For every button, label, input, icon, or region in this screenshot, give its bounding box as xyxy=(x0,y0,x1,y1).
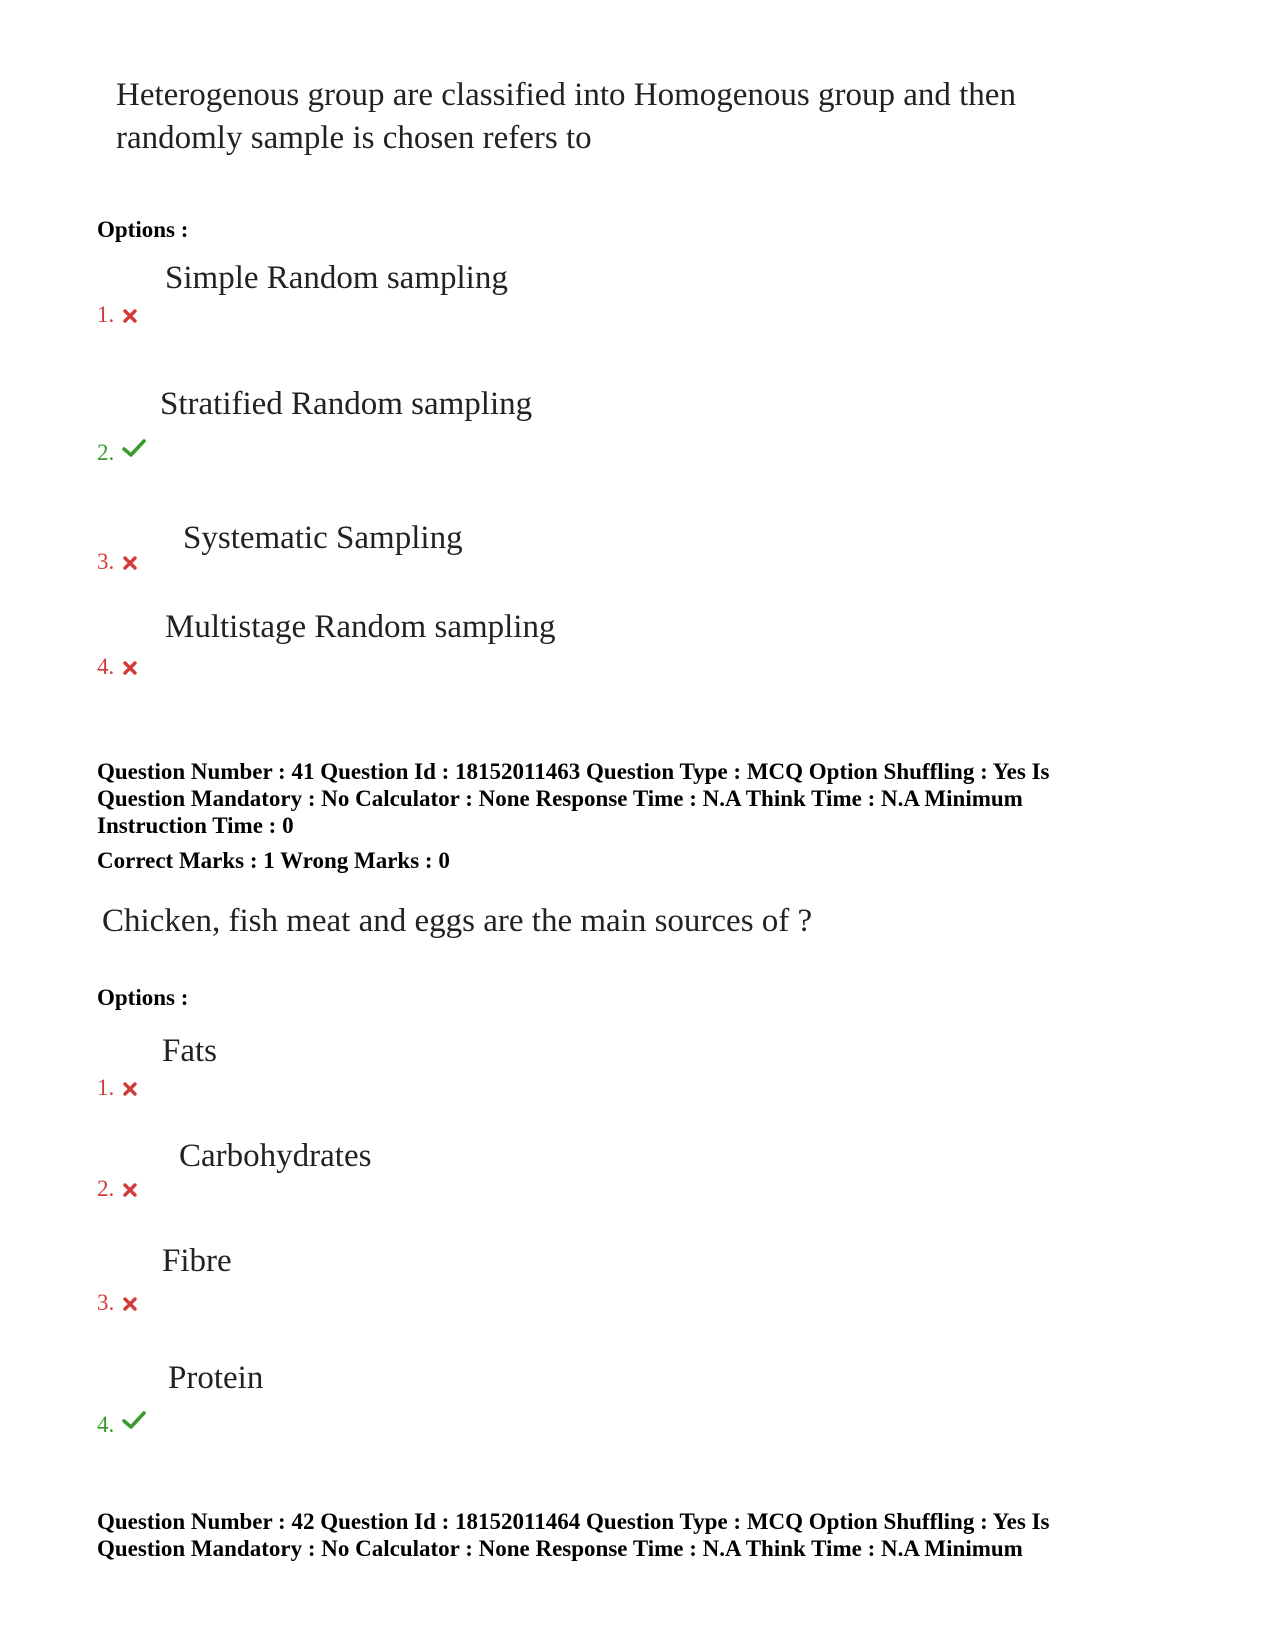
question-text xyxy=(116,74,1016,160)
cross-icon xyxy=(122,1077,138,1103)
check-icon xyxy=(122,438,146,464)
option-text-3: Systematic Sampling xyxy=(183,520,463,556)
question-text-line-1: Heterogenous group are classified into Homogenous group and then xyxy=(116,77,1016,113)
marks-info: Correct Marks : 1 Wrong Marks : 0 xyxy=(97,848,450,873)
option-number-2 xyxy=(97,438,146,466)
cross-icon xyxy=(122,656,138,682)
option-number-1 xyxy=(97,302,138,330)
option-number-label: 1. xyxy=(97,1075,115,1100)
question-meta xyxy=(97,758,1187,839)
question-text-line-2: randomly sample is chosen refers to xyxy=(116,120,592,156)
check-icon xyxy=(122,1410,146,1436)
option-number-label: 2. xyxy=(97,1176,115,1201)
option-number-label: 4. xyxy=(97,1412,115,1437)
cross-icon xyxy=(122,304,138,330)
option-number-label: 3. xyxy=(97,1290,115,1315)
options-label: Options : xyxy=(97,217,189,242)
option-number-3 xyxy=(97,1290,138,1318)
option-number-label: 4. xyxy=(97,654,115,679)
option-text-3: Fibre xyxy=(162,1243,232,1279)
option-text-1: Simple Random sampling xyxy=(165,260,508,296)
cross-icon xyxy=(122,1292,138,1318)
cross-icon xyxy=(122,1178,138,1204)
option-number-4 xyxy=(97,654,138,682)
question-meta-line-1: Question Number : 42 Question Id : 18152011464 Question Type : MCQ Option Shuffling : Yes Is xyxy=(97,1509,1050,1534)
option-number-3 xyxy=(97,549,138,577)
option-text-2: Carbohydrates xyxy=(179,1138,372,1174)
question-meta-line-1: Question Number : 41 Question Id : 18152011463 Question Type : MCQ Option Shuffling : Yes Is xyxy=(97,759,1050,784)
option-text-2: Stratified Random sampling xyxy=(160,386,533,422)
option-number-2 xyxy=(97,1176,138,1204)
option-number-4 xyxy=(97,1410,146,1438)
option-number-1 xyxy=(97,1075,138,1103)
option-number-label: 1. xyxy=(97,302,115,327)
option-text-4: Multistage Random sampling xyxy=(165,609,556,645)
question-text: Chicken, fish meat and eggs are the main sources of ? xyxy=(102,903,813,939)
question-meta-line-2: Question Mandatory : No Calculator : None Response Time : N.A Think Time : N.A Minimum xyxy=(97,1536,1023,1561)
option-number-label: 3. xyxy=(97,549,115,574)
option-text-1: Fats xyxy=(162,1033,218,1069)
question-meta-line-3: Instruction Time : 0 xyxy=(97,813,294,838)
cross-icon xyxy=(122,551,138,577)
option-number-label: 2. xyxy=(97,440,115,465)
options-label: Options : xyxy=(97,985,189,1010)
option-text-4: Protein xyxy=(168,1360,264,1396)
question-meta-line-2: Question Mandatory : No Calculator : None Response Time : N.A Think Time : N.A Minimum xyxy=(97,786,1023,811)
question-meta xyxy=(97,1508,1187,1562)
